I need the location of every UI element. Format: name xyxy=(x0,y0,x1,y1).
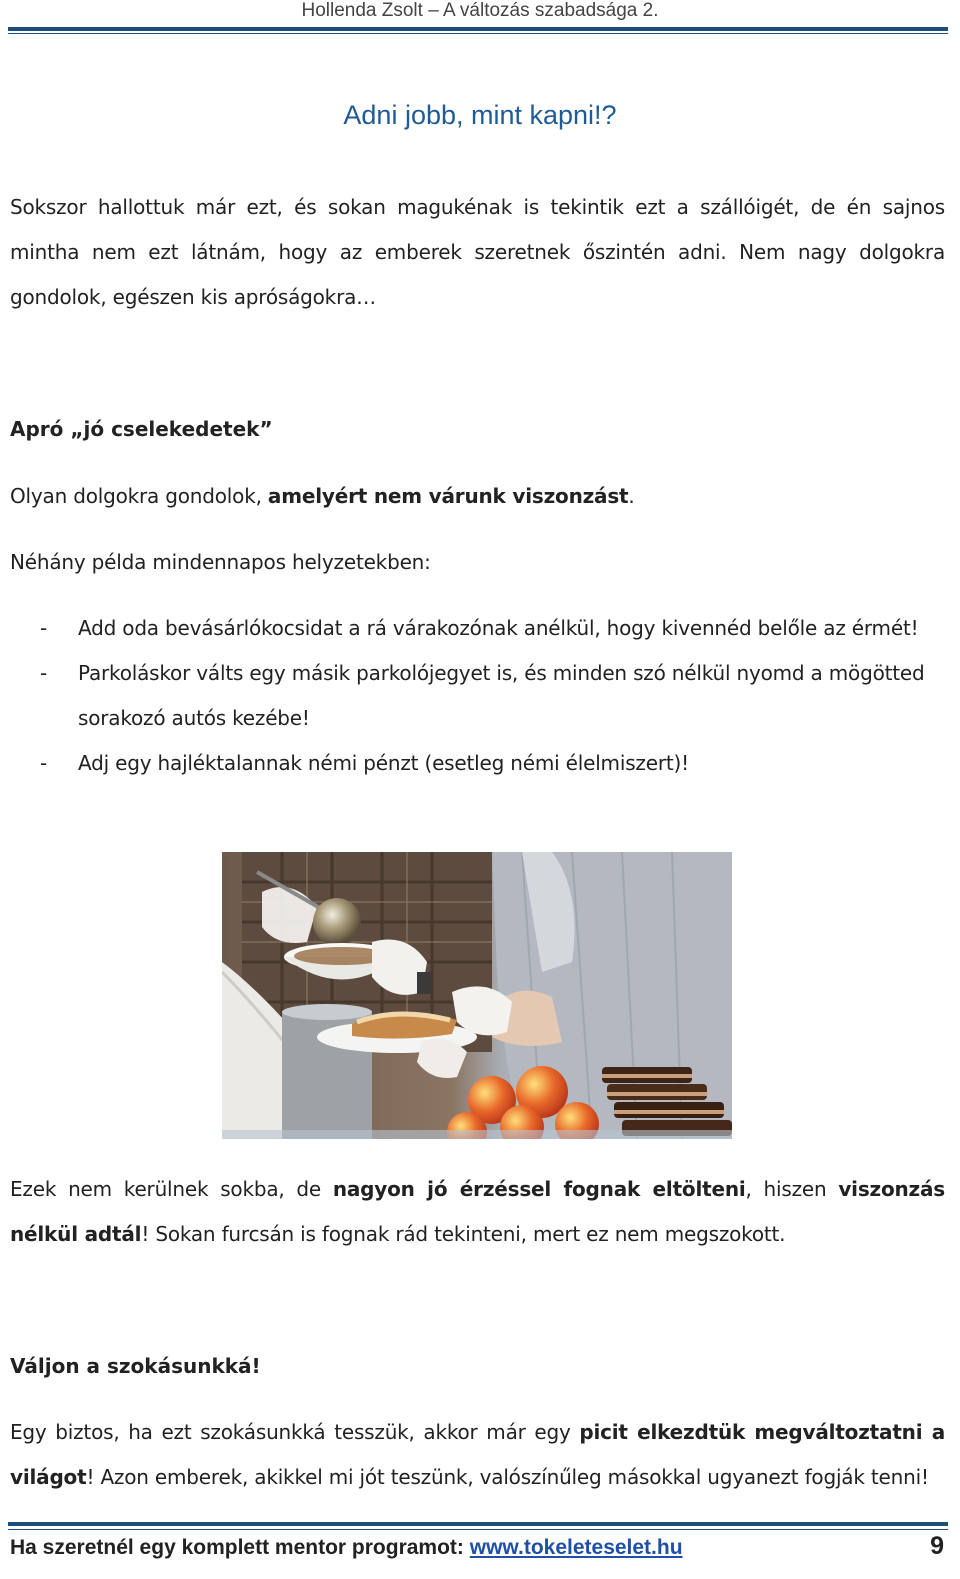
habit-text-2: ! Azon emberek, akikkel mi jót teszünk, valószínűleg másokkal ugyanezt fogják tenni! xyxy=(86,1465,929,1489)
section-heading-small-good-deeds: Apró „jó cselekedetek” xyxy=(10,417,273,441)
page-number: 9 xyxy=(930,1532,944,1560)
habit-emphasis: picit elkezdtük megváltoztatni a világot xyxy=(10,1420,945,1489)
section1-statement xyxy=(10,474,945,519)
closing-emphasis-1: nagyon jó érzéssel fognak eltölteni xyxy=(332,1177,746,1201)
closing-text-3: ! Sokan furcsán is fognak rád tekinteni, mert ez nem megszokott. xyxy=(141,1222,786,1246)
footer-rule-thin xyxy=(8,1529,948,1530)
closing-text-1: Ezek nem kerülnek sokba, de xyxy=(10,1177,333,1201)
header-rule xyxy=(8,27,948,31)
footer-promo-text: Ha szeretnél egy komplett mentor programot: xyxy=(10,1536,470,1559)
bullet-marker: - xyxy=(40,751,48,775)
closing-paragraph xyxy=(10,1167,945,1257)
closing-emphasis-2: viszonzás nélkül adtál xyxy=(10,1177,945,1246)
bullet-marker: - xyxy=(40,661,48,685)
habit-text-1: Egy biztos, ha ezt szokásunkká tesszük, akkor már egy xyxy=(10,1420,580,1444)
list-item-text: Parkoláskor válts egy másik parkolójegyet is, és minden szó nélkül nyomd a mögötted sorakozó autós kezébe! xyxy=(78,661,925,730)
header-rule-thin xyxy=(8,33,948,34)
examples-list xyxy=(10,606,945,786)
list-item xyxy=(10,741,945,786)
food-serving-photo xyxy=(222,852,732,1139)
list-item xyxy=(10,606,945,651)
examples-intro: Néhány példa mindennapos helyzetekben: xyxy=(10,550,431,574)
footer-website-link[interactable]: www.tokeleteselet.hu xyxy=(469,1536,683,1559)
intro-paragraph: Sokszor hallottuk már ezt, és sokan magukénak is tekintik ezt a szállóigét, de én sajnos mintha nem ezt látnám, hogy az emberek szeretnek őszintén adni. Nem nagy dolgokra gondolok, egészen kis apróságokra… xyxy=(10,195,945,309)
footer-promo xyxy=(10,1536,683,1560)
bullet-marker: - xyxy=(40,616,48,640)
section-heading-habit: Váljon a szokásunkká! xyxy=(10,1354,261,1378)
footer-rule xyxy=(8,1522,948,1526)
list-item-text: Adj egy hajléktalannak némi pénzt (esetleg némi élelmiszert)! xyxy=(78,751,689,775)
list-item xyxy=(10,651,945,741)
statement-text: Olyan dolgokra gondolok, xyxy=(10,484,268,508)
statement-emphasis: amelyért nem várunk viszonzást xyxy=(267,484,629,508)
closing-text-2: , hiszen xyxy=(745,1177,839,1201)
page-title: Adni jobb, mint kapni!? xyxy=(343,100,617,130)
statement-end: . xyxy=(628,484,635,508)
running-header: Hollenda Zsolt – A változás szabadsága 2. xyxy=(301,0,659,21)
list-item-text: Add oda bevásárlókocsidat a rá várakozónak anélkül, hogy kivennéd belőle az érmét! xyxy=(78,616,919,640)
habit-paragraph xyxy=(10,1410,945,1500)
